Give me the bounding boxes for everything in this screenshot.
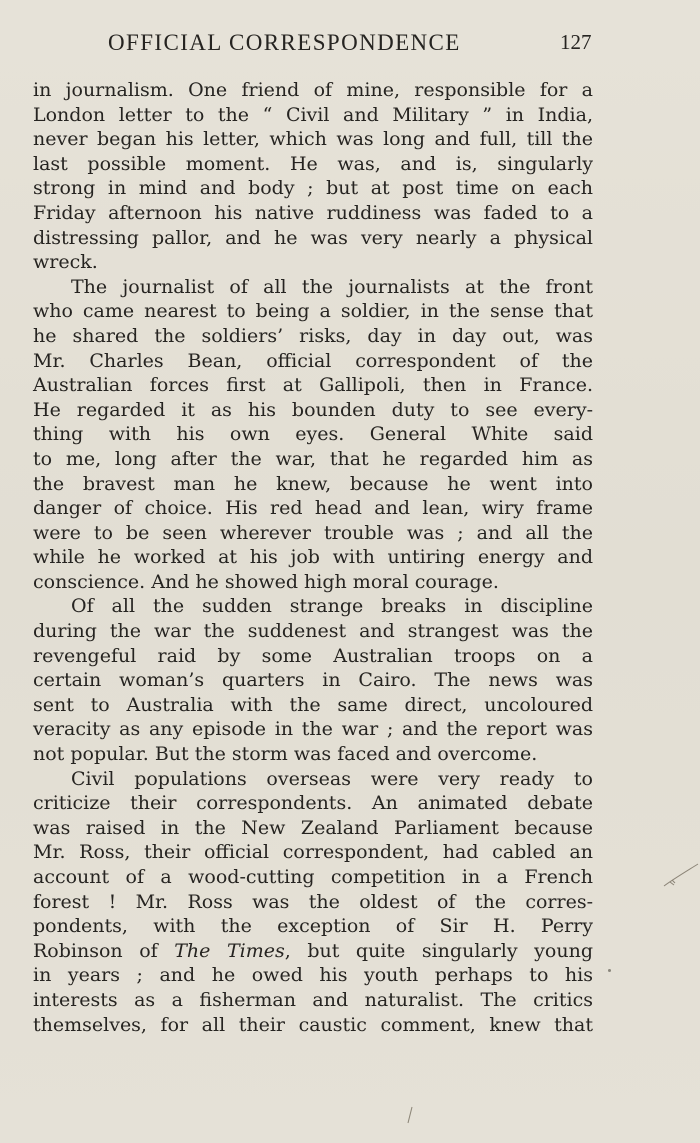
text-line: Friday afternoon his native ruddiness was faded to a: [33, 201, 593, 224]
text-line: wreck.: [33, 251, 98, 274]
body-text: [33, 78, 593, 1037]
text-line: veracity as any episode in the war ; and the report was: [33, 718, 593, 741]
text-line: he shared the soldiers’ risks, day in day out, was: [33, 324, 593, 347]
margin-dot: [608, 969, 611, 972]
text-line: He regarded it as his bounden duty to see every-: [33, 398, 593, 421]
text-line: Of all the sudden strange breaks in discipline: [71, 595, 593, 618]
text-line: Australian forces first at Gallipoli, then in France.: [33, 374, 593, 397]
page-number: 127: [560, 30, 592, 54]
text-line: Mr. Charles Bean, official correspondent of the: [33, 349, 593, 372]
text-line: in journalism. One friend of mine, responsible for a: [33, 79, 593, 101]
text-line: during the war the suddenest and strangest was the: [33, 620, 593, 643]
pencil-tick: [406, 1106, 414, 1124]
text-line: the bravest man he knew, because he went into: [33, 472, 593, 495]
running-head: [0, 30, 700, 62]
text-line: strong in mind and body ; but at post time on each: [33, 177, 593, 200]
text-line: were to be seen wherever trouble was ; and all the: [33, 521, 593, 544]
text-line: never began his letter, which was long and full, till the: [33, 128, 593, 151]
margin-pencil-mark: [660, 862, 700, 892]
running-head-title: OFFICIAL CORRESPONDENCE: [108, 30, 461, 55]
text-line: not popular. But the storm was faced and overcome.: [33, 743, 538, 766]
text-line: danger of choice. His red head and lean, wiry frame: [33, 497, 593, 520]
text-line: while he worked at his job with untiring energy and: [33, 546, 593, 569]
italic-title: The Times: [174, 939, 285, 962]
text-line: who came nearest to being a soldier, in the sense that: [33, 300, 593, 323]
text-line: Mr. Ross, their official correspondent, had cabled an: [33, 841, 593, 864]
text-line: pondents, with the exception of Sir H. Perry: [33, 915, 593, 938]
text-line: in years ; and he owed his youth perhaps to his: [33, 964, 593, 987]
text-line: distressing pallor, and he was very nearly a physical: [33, 226, 593, 249]
text-line: sent to Australia with the same direct, uncoloured: [33, 693, 593, 716]
text-line: criticize their correspondents. An animated debate: [33, 792, 593, 815]
text-line: Civil populations overseas were very ready to: [71, 767, 593, 790]
text-line: thing with his own eyes. General White said: [33, 423, 593, 446]
text-line: Robinson of The Times, but quite singularly young: [33, 939, 593, 962]
text-line: last possible moment. He was, and is, singularly: [33, 152, 593, 175]
text-line: themselves, for all their caustic comment, knew that: [33, 1013, 593, 1036]
text-line: conscience. And he showed high moral courage.: [33, 570, 499, 593]
text-line: The journalist of all the journalists at the front: [71, 275, 593, 298]
text-line: account of a wood-cutting competition in a French: [33, 866, 593, 888]
text-line: forest ! Mr. Ross was the oldest of the corres-: [33, 890, 593, 913]
text-line: was raised in the New Zealand Parliament because: [33, 816, 593, 839]
text-line: revengeful raid by some Australian troops on a: [33, 644, 593, 667]
text-line: to me, long after the war, that he regarded him as: [33, 447, 593, 470]
text-line: certain woman’s quarters in Cairo. The news was: [33, 669, 593, 692]
text-line: London letter to the “ Civil and Military ” in India,: [33, 103, 593, 126]
text-line: interests as a fisherman and naturalist. The critics: [33, 988, 593, 1011]
